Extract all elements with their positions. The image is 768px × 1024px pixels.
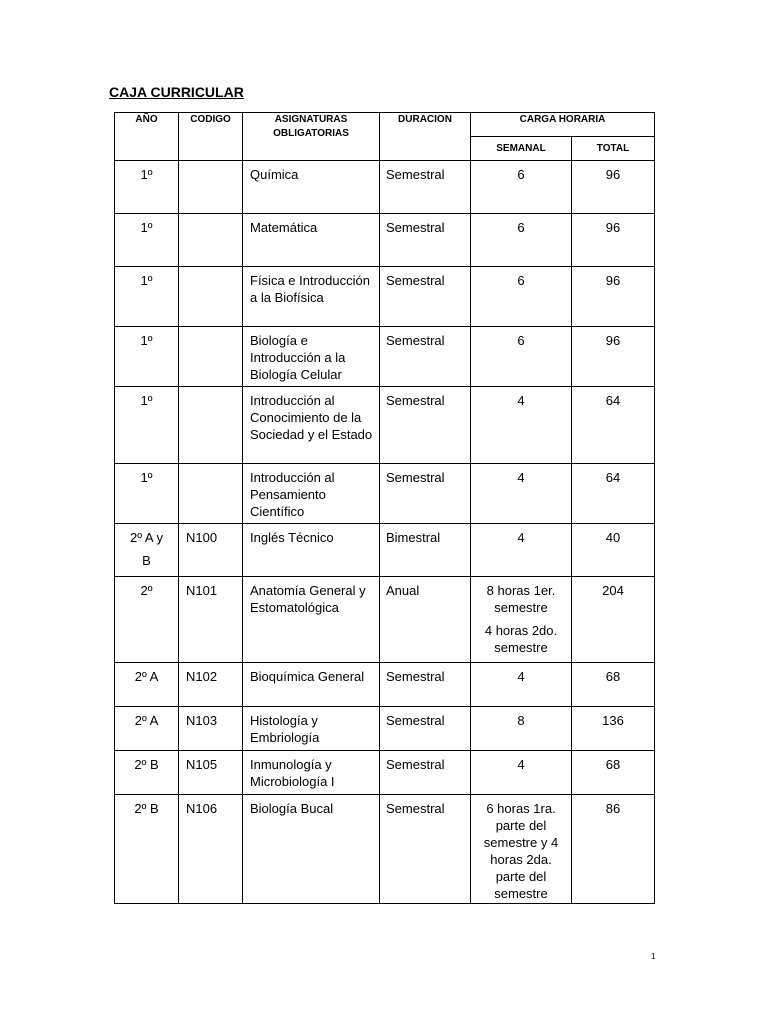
cell-duracion-text: Semestral [386,393,445,408]
cell-codigo-text: N105 [186,757,218,772]
cell-codigo-text: N103 [186,713,218,728]
cell-asignatura [243,524,380,577]
table-row [115,267,655,327]
cell-total-text: 64 [605,470,621,485]
cell-anio [115,464,179,524]
cell-duracion-text: Semestral [386,220,445,235]
cell-semanal [471,751,572,795]
cell-total-text: 68 [605,757,621,772]
cell-total [572,663,655,707]
cell-asignatura-text: Histología y Embriología [250,713,320,745]
cell-asignatura [243,327,380,387]
cell-asignatura-text: Inmunología y Microbiología I [250,757,335,789]
cell-anio [115,267,179,327]
cell-asignatura [243,751,380,795]
cell-codigo [179,524,243,577]
cell-semanal [471,214,572,267]
cell-duracion [380,524,471,577]
cell-total-text: 96 [605,220,621,235]
cell-total-text: 204 [602,583,624,598]
cell-asignatura [243,387,380,464]
table-row [115,524,655,577]
cell-anio-text: 2º A y B [130,530,163,568]
cell-duracion [380,577,471,663]
cell-semanal [471,267,572,327]
table-row [115,464,655,524]
page-title: CAJA CURRICULAR [109,84,244,100]
cell-duracion-text: Semestral [386,470,445,485]
cell-codigo [179,751,243,795]
cell-anio-text: 2º A [134,713,159,728]
cell-total [572,214,655,267]
cell-semanal-text: 4 [517,470,525,485]
cell-asignatura-text: Inglés Técnico [250,530,334,545]
cell-codigo-text: N106 [186,801,218,816]
cell-asignatura [243,707,380,751]
curriculum-table [114,112,655,904]
cell-semanal [471,663,572,707]
cell-duracion-text: Semestral [386,669,445,684]
cell-asignatura [243,795,380,904]
cell-anio-text: 2º B [134,801,159,816]
cell-anio [115,161,179,214]
cell-total [572,267,655,327]
cell-total [572,751,655,795]
cell-semanal [471,707,572,751]
table-row [115,327,655,387]
cell-asignatura [243,577,380,663]
cell-codigo [179,327,243,387]
cell-codigo-text: N101 [186,583,218,598]
cell-asignatura-text: Biología Bucal [250,801,334,816]
cell-total-text: 96 [605,333,621,348]
cell-asignatura-text: Anatomía General y Estomatológica [250,583,366,615]
cell-duracion-text: Semestral [386,273,445,288]
header-duracion: DURACION [380,113,471,161]
cell-semanal-text: 6 [517,333,525,348]
cell-semanal-text: 4 [517,669,525,684]
cell-duracion [380,214,471,267]
cell-semanal-text: 4 [517,530,525,545]
cell-anio-text: 1º [140,220,153,235]
cell-duracion [380,751,471,795]
cell-asignatura-text: Matemática [250,220,318,235]
cell-duracion-text: Semestral [386,713,445,728]
table-row [115,707,655,751]
cell-codigo-text: N102 [186,669,218,684]
cell-codigo [179,663,243,707]
cell-duracion-text: Anual [386,583,420,598]
header-anio: AÑO [115,113,179,161]
table-row [115,387,655,464]
cell-codigo [179,387,243,464]
cell-semanal [471,577,572,663]
page-number: 1 [651,952,656,961]
cell-asignatura [243,267,380,327]
cell-duracion-text: Semestral [386,801,445,816]
cell-codigo-text [186,387,242,392]
cell-duracion-text: Semestral [386,757,445,772]
cell-asignatura [243,214,380,267]
cell-semanal-text: 6 [517,273,525,288]
cell-total [572,524,655,577]
cell-total-text: 64 [605,393,621,408]
cell-asignatura-text: Bioquímica General [250,669,365,684]
cell-duracion [380,161,471,214]
table-row [115,161,655,214]
cell-anio [115,795,179,904]
cell-anio-text: 2º [140,583,153,598]
cell-semanal [471,387,572,464]
cell-duracion [380,707,471,751]
cell-duracion [380,267,471,327]
cell-codigo-text [186,161,242,166]
cell-duracion-text: Semestral [386,333,445,348]
cell-codigo [179,464,243,524]
cell-semanal-text: 4 horas 2do. semestre [484,623,558,655]
cell-anio-text: 1º [140,273,153,288]
cell-semanal [471,161,572,214]
cell-codigo [179,267,243,327]
cell-anio-text: 1º [140,167,153,182]
cell-duracion-text: Bimestral [386,530,441,545]
cell-total-text: 96 [605,273,621,288]
cell-codigo [179,707,243,751]
cell-duracion [380,795,471,904]
cell-total [572,707,655,751]
cell-codigo-text [186,327,242,332]
header-codigo: CODIGO [179,113,243,161]
table-row [115,663,655,707]
cell-semanal [471,524,572,577]
cell-codigo [179,577,243,663]
cell-asignatura [243,161,380,214]
cell-total [572,161,655,214]
cell-semanal-text: 6 [517,220,525,235]
cell-semanal-text: 6 horas 1ra. parte del semestre y 4 horas 2da. parte del semestre [483,801,559,901]
cell-total-text: 96 [605,167,621,182]
table-row [115,751,655,795]
cell-anio [115,577,179,663]
cell-codigo [179,161,243,214]
cell-asignatura-text: Biología e Introducción a la Biología Celular [250,333,346,382]
cell-duracion [380,663,471,707]
cell-semanal-text: 4 [517,757,525,772]
cell-semanal-text: 8 horas 1er. semestre [486,583,556,615]
cell-semanal [471,327,572,387]
header-total: TOTAL [572,137,655,161]
cell-semanal-text: 4 [517,393,525,408]
table-header [115,113,655,161]
cell-codigo-text [186,214,242,219]
cell-asignatura [243,464,380,524]
cell-semanal-text: 6 [517,167,525,182]
cell-anio [115,751,179,795]
cell-anio [115,524,179,577]
cell-anio-text: 1º [140,333,153,348]
table-row [115,214,655,267]
header-asignaturas: ASIGNATURAS OBLIGATORIAS [243,113,380,161]
cell-semanal-text: 8 [517,713,525,728]
cell-duracion [380,327,471,387]
cell-total [572,795,655,904]
cell-semanal [471,464,572,524]
cell-total-text: 40 [605,530,621,545]
cell-duracion-text: Semestral [386,167,445,182]
cell-asignatura [243,663,380,707]
cell-codigo [179,214,243,267]
cell-codigo-text [186,464,242,469]
cell-total-text: 86 [605,801,621,816]
cell-anio [115,387,179,464]
table-body [115,161,655,904]
cell-total [572,327,655,387]
cell-asignatura-text: Introducción al Conocimiento de la Sociedad y el Estado [250,393,373,442]
cell-anio-text: 2º A [134,669,159,684]
cell-anio [115,327,179,387]
cell-total-text: 136 [602,713,624,728]
cell-codigo-text: N100 [186,530,218,545]
cell-asignatura-text: Química [250,167,299,182]
cell-asignatura-text: Física e Introducción a la Biofísica [250,273,370,305]
cell-anio [115,663,179,707]
cell-total [572,577,655,663]
cell-codigo-text [186,267,242,272]
table-row [115,577,655,663]
cell-duracion [380,387,471,464]
cell-asignatura-text: Introducción al Pensamiento Científico [250,470,335,519]
cell-anio [115,214,179,267]
cell-anio-text: 1º [140,393,153,408]
cell-anio-text: 1º [140,470,153,485]
cell-total-text: 68 [605,669,621,684]
header-semanal: SEMANAL [471,137,572,161]
cell-total [572,464,655,524]
cell-semanal [471,795,572,904]
cell-duracion [380,464,471,524]
table-row [115,795,655,904]
header-carga-horaria: CARGA HORARIA [471,113,655,137]
cell-anio [115,707,179,751]
cell-anio-text: 2º B [134,757,159,772]
cell-codigo [179,795,243,904]
cell-total [572,387,655,464]
